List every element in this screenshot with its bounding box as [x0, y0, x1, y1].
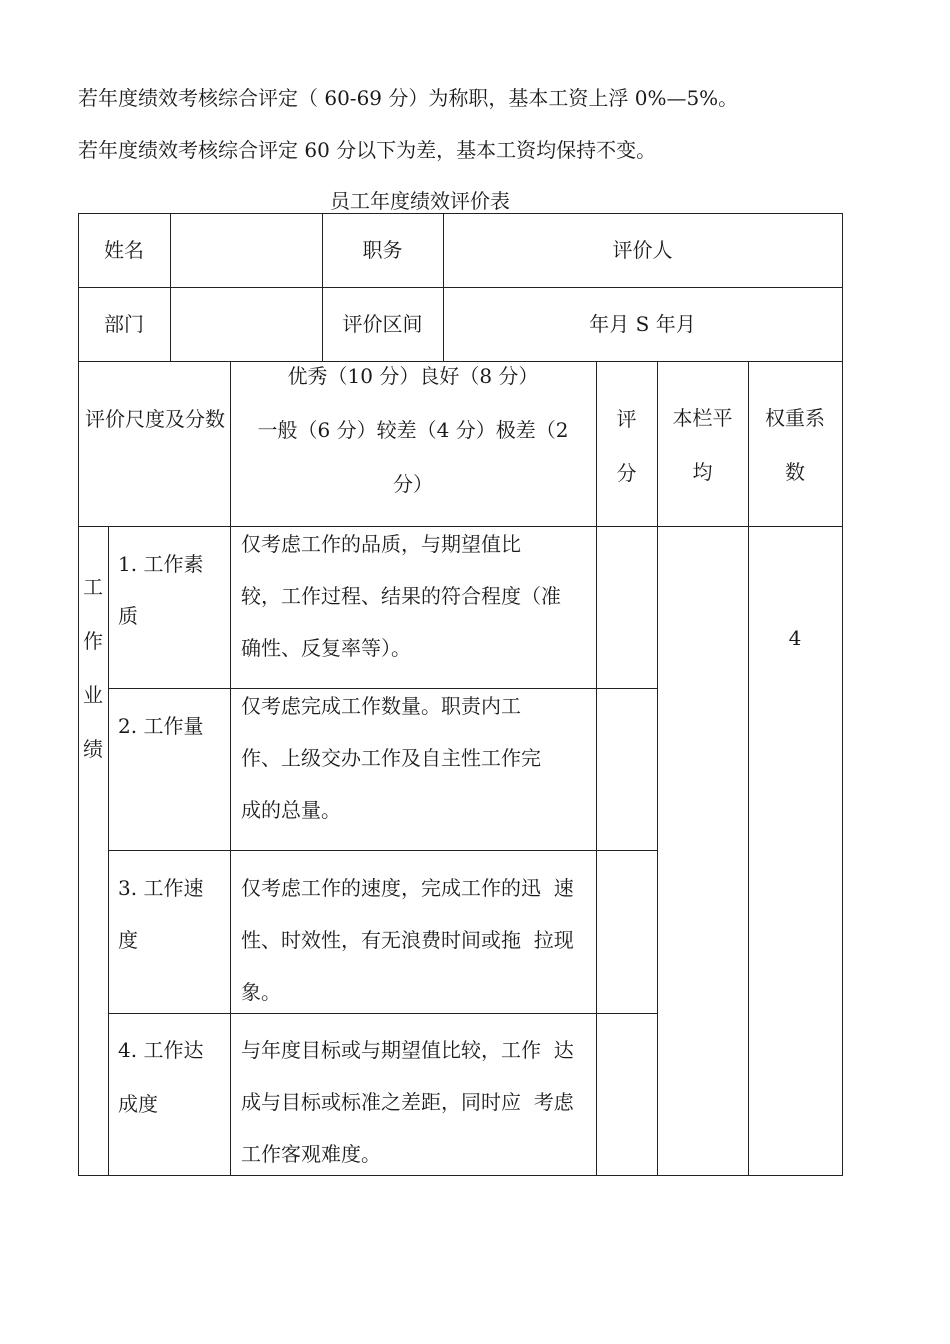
scale-label — [80, 392, 230, 446]
table-rule — [108, 850, 657, 851]
scale-line-2: 一般（6 分）较差（4 分）极差（2 — [257, 418, 569, 442]
avg-label-1: 本栏平 — [672, 406, 733, 430]
item-1-desc-3: 确性、反复率等）。 — [241, 636, 411, 660]
name-value-cell[interactable] — [170, 213, 322, 287]
item-2-desc-1: 仅考虑完成工作数量。职责内工 — [241, 694, 521, 718]
table-rule — [108, 1013, 657, 1014]
position-label: 职务 — [362, 238, 403, 262]
name-label: 姓名 — [104, 238, 144, 262]
item-3-name-1: 3. 工作速 — [118, 876, 204, 900]
item-4-name-2: 成度 — [118, 1092, 158, 1116]
item-1-name-2: 质 — [118, 604, 138, 628]
average-cell[interactable] — [657, 526, 748, 1175]
policy-paragraph-2: 若年度绩效考核综合评定 60 分以下为差，基本工资均保持不变。 — [78, 138, 657, 162]
scale-label-text: 评价尺度及分数 — [85, 407, 225, 431]
table-rule — [842, 213, 843, 1176]
weight-value: 4 — [788, 626, 802, 650]
dept-label: 部门 — [104, 312, 144, 336]
item-3-name-2: 度 — [118, 928, 138, 952]
policy-paragraph-1: 若年度绩效考核综合评定（ 60-69 分）为称职，基本工资上浮 0%—5%。 — [78, 86, 739, 110]
item-1-desc-2: 较，工作过程、结果的符合程度（准 — [241, 584, 561, 608]
item-3-desc-1: 仅考虑工作的速度，完成工作的迅 速 — [241, 876, 574, 900]
category-label — [78, 560, 108, 776]
item-4-name-1: 4. 工作达 — [118, 1038, 204, 1062]
category-label-text: 工作业绩 — [83, 575, 103, 761]
item-2-name-1: 2. 工作量 — [118, 714, 204, 738]
item-1-desc-1: 仅考虑工作的品质，与期望值比 — [241, 532, 521, 556]
table-caption: 员工年度绩效评价表 — [330, 189, 510, 213]
period-value: 年月 S 年月 — [589, 312, 696, 336]
item-4-desc-2: 成与目标或标准之差距，同时应 考虑 — [241, 1090, 574, 1114]
table-rule — [108, 526, 109, 1176]
item-4-desc-1: 与年度目标或与期望值比较，工作 达 — [241, 1038, 574, 1062]
evaluator-label: 评价人 — [612, 238, 673, 262]
item-3-desc-2: 性、时效性，有无浪费时间或拖 拉现 — [241, 928, 574, 952]
period-label: 评价区间 — [342, 312, 423, 336]
item-4-desc-3: 工作客观难度。 — [241, 1142, 381, 1166]
weight-label-2: 数 — [785, 460, 805, 484]
item-3-score-cell[interactable] — [596, 850, 657, 1013]
item-2-desc-3: 成的总量。 — [241, 798, 341, 822]
item-2-desc-2: 作、上级交办工作及自主性工作完 — [241, 746, 541, 770]
score-label-text: 评分 — [616, 407, 637, 485]
item-3-desc-3: 象。 — [241, 980, 281, 1004]
avg-label-2: 均 — [692, 460, 713, 484]
item-4-score-cell[interactable] — [596, 1013, 657, 1175]
item-1-score-cell[interactable] — [596, 526, 657, 688]
score-label — [596, 392, 657, 500]
scale-line-3: 分） — [393, 472, 433, 496]
table-rule — [78, 1175, 843, 1176]
item-2-score-cell[interactable] — [596, 688, 657, 850]
item-1-name-1: 1. 工作素 — [118, 552, 204, 576]
weight-label-1: 权重系 — [765, 406, 825, 430]
scale-line-1: 优秀（10 分）良好（8 分） — [287, 364, 539, 388]
